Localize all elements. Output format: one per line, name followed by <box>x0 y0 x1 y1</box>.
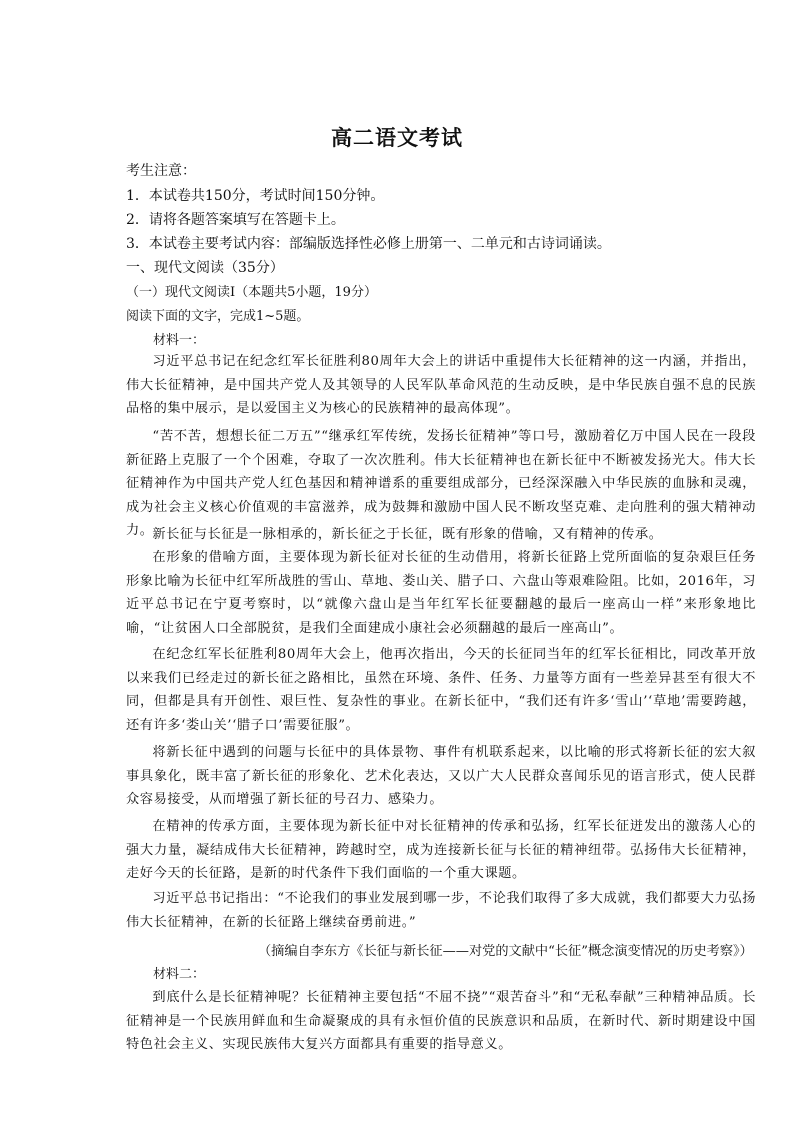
material-1-paragraph: 新长征与长征是一脉相承的，新长征之于长征，既有形象的借喻，又有精神的传承。 <box>152 527 663 542</box>
material-1-source: （摘编自李东方《长征与新长征——对党的文献中“长征”概念演变情况的历史考察》） <box>258 944 753 959</box>
material-1-paragraph: 习近平总书记指出：“不论我们的事业发展到哪一步，不论我们取得了多大成就，我们都要大力弘扬伟大长征精神，在新的长征路上继续奋勇前进。” <box>126 891 756 930</box>
material-1-paragraph: 在纪念红军长征胜利80周年大会上，他再次指出，今天的长征同当年的红军长征相比，同改革开放以来我们已经走过的新长征之路相比，虽然在环境、条件、任务、力量等方面有一些差异甚至有很大不同，但都是具有开创性、艰巨性、复杂性的事业。在新长征中，“我们还有许多‘雪山’‘草地’需要跨越，还有许多‘娄山关’‘腊子口’需要征服”。 <box>126 647 756 733</box>
material-1-paragraph: 在精神的传承方面，主要体现为新长征中对长征精神的传承和弘扬，红军长征迸发出的激荡人心的强大力量，凝结成伟大长征精神，跨越时空，成为连接新长征与长征的精神纽带。弘扬伟大长征精神，走好今天的长征路，是新的时代条件下我们面临的一个重大课题。 <box>126 819 756 881</box>
subsection-heading: （一）现代文阅读Ⅰ（本题共5小题，19分） <box>126 285 377 300</box>
reading-instruction: 阅读下面的文字，完成1~5题。 <box>126 309 310 324</box>
material-2-paragraph: 到底什么是长征精神呢？长征精神主要包括“不屈不挠”“艰苦奋斗”和“无私奉献”三种精神品质。长征精神是一个民族用鲜血和生命凝聚成的具有永恒价值的民族意识和品质，在新时代、新时期建设中国特色社会主义、实现民族伟大复兴方面都具有重要的指导意义。 <box>126 990 756 1052</box>
material-1-paragraph: 将新长征中遇到的问题与长征中的具体景物、事件有机联系起来，以比喻的形式将新长征的宏大叙事具象化，既丰富了新长征的形象化、艺术化表达，又以广大人民群众喜闻乐见的语言形式，使人民群众容易接受，从而增强了新长征的号召力、感染力。 <box>126 745 756 807</box>
notice-item-3: 3．本试卷主要考试内容：部编版选择性必修上册第一、二单元和古诗词诵读。 <box>126 236 611 252</box>
notice-heading: 考生注意： <box>126 163 196 179</box>
material-1-paragraph: “苦不苦，想想长征二万五”“继承红军传统，发扬长征精神”等口号，激励着亿万中国人民在一段段新征路上克服了一个个困难，夺取了一次次胜利。伟大长征精神也在新长征中不断被发扬光大。伟大长征精神作为中国共产党人红色基因和精神谱系的重要组成部分，已经深深融入中华民族的血脉和灵魂，成为社会主义核心价值观的丰富滋养，成为鼓舞和激励中国人民不断攻坚克难、走向胜利的强大精神动力。 <box>126 429 756 538</box>
material-1-paragraph: 习近平总书记在纪念红军长征胜利80周年大会上的讲话中重提伟大长征精神的这一内涵，并指出，伟大长征精神，是中国共产党人及其领导的人民军队革命风范的生动反映，是中华民族自强不息的民族品格的集中展示，是以爱国主义为核心的民族精神的最高体现”。 <box>126 354 756 416</box>
page-title: 高二语文考试 <box>331 126 463 150</box>
notice-item-2: 2．请将各题答案填写在答题卡上。 <box>126 212 345 228</box>
material-1-label: 材料一： <box>153 333 206 348</box>
material-2-label: 材料二： <box>153 967 206 982</box>
section-heading: 一、现代文阅读（35分） <box>126 260 284 276</box>
notice-item-1: 1．本试卷共150分，考试时间150分钟。 <box>126 188 385 204</box>
material-1-paragraph: 在形象的借喻方面，主要体现为新长征对长征的生动借用，将新长征路上党所面临的复杂艰巨任务形象比喻为长征中红军所战胜的雪山、草地、娄山关、腊子口、六盘山等艰难险阻。比如，2016年，习近平总书记在宁夏考察时，以“就像六盘山是当年红军长征要翻越的最后一座高山一样”来形象地比喻，“让贫困人口全部脱贫，是我们全面建成小康社会必须翻越的最后一座高山”。 <box>126 550 756 636</box>
